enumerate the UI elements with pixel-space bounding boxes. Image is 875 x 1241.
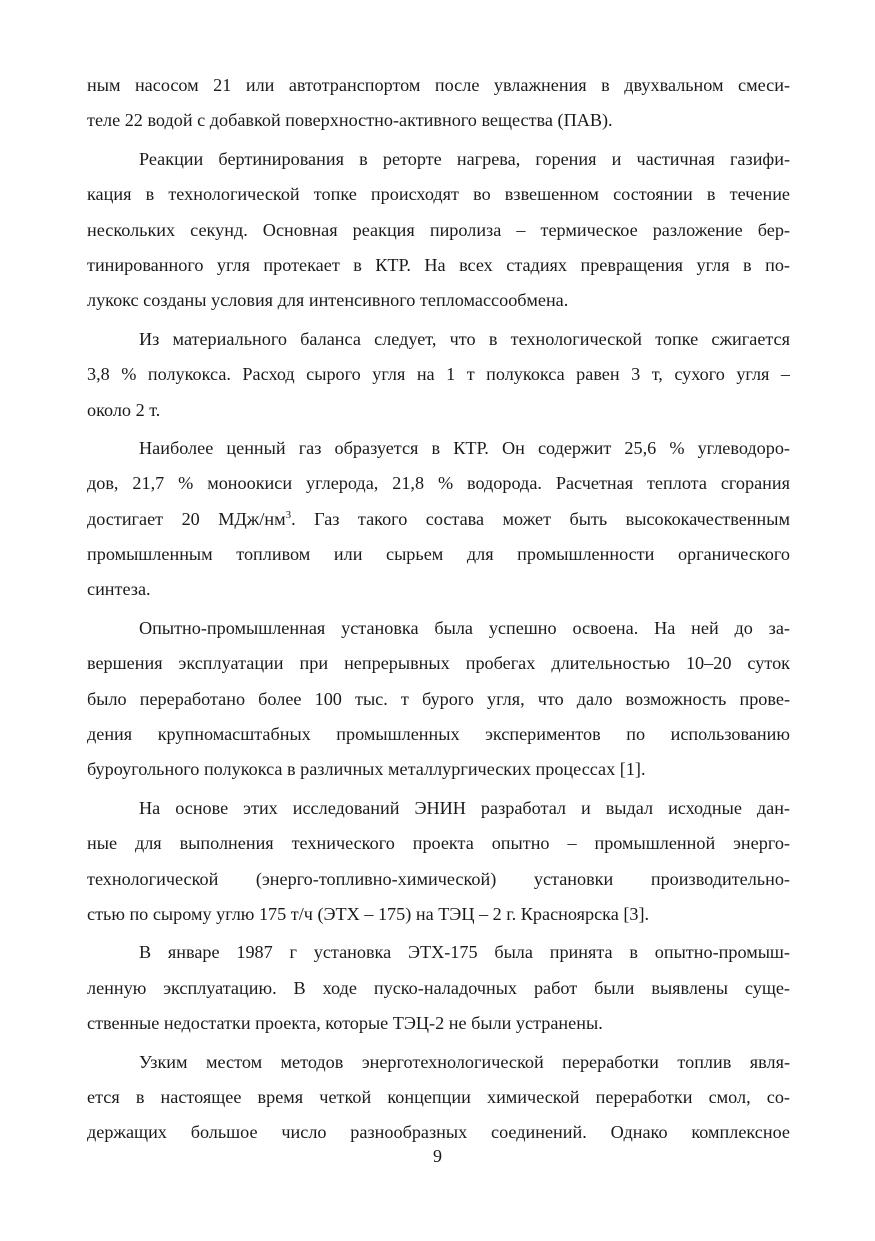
text-line: около 2 т. [87,399,161,420]
text-fragment: . Газ такого состава может быть высококачественным [291,508,790,529]
text-line: ленную эксплуатацию. В ходе пуско-наладочных работ были выявлены суще- [87,977,790,998]
text-fragment: достигает 20 МДж/нм [87,508,286,529]
text-line: держащих большое число разнообразных соединений. Однако комплексное [87,1122,790,1143]
superscript: 3 [285,508,292,521]
body-text [87,68,790,1151]
text-line: ственные недостатки проекта, которые ТЭЦ-2 не были устранены. [87,1013,603,1034]
page-number: 9 [433,1146,442,1166]
text-line: промышленным топливом или сырьем для промышленности органического [87,544,790,565]
text-line: технологической (энерго-топливно-химической) установки производительно- [87,868,790,889]
text-line: дения крупномасштабных промышленных экспериментов по использованию [87,724,790,745]
text-line-with-superscript [87,502,790,537]
text-line: стью по сырому углю 175 т/ч (ЭТХ – 175) на ТЭЦ – 2 г. Красноярска [3]. [87,903,650,924]
paragraph-first-line: Из материального баланса следует, что в технологической топке сжигается [139,328,790,349]
text-line: дов, 21,7 % моноокиси углерода, 21,8 % водорода. Расчетная теплота сгорания [87,473,790,494]
text-line: 3,8 % полукокса. Расход сырого угля на 1 т полукокса равен 3 т, сухого угля – [87,364,790,385]
text-line: теле 22 водой с добавкой поверхностно-активного вещества (ПАВ). [87,110,613,131]
text-line: кация в технологической топке происходят во взвешенном состоянии в течение [87,184,790,205]
text-line: буроугольного полукокса в различных металлургических процессах [1]. [87,759,646,780]
text-line: ные для выполнения технического проекта опытно – промышленной энерго- [87,833,790,854]
text-line: синтеза. [87,579,151,600]
paragraph-first-line: Узким местом методов энерготехнологической переработки топлив явля- [139,1051,790,1072]
text-line: ется в настоящее время четкой концепции химической переработки смол, со- [87,1086,790,1107]
text-line: тинированного угля протекает в КТР. На всех стадиях превращения угля в по- [87,254,790,275]
paragraph-first-line: Наиболее ценный газ образуется в КТР. Он содержит 25,6 % углеводоро- [139,437,790,458]
paragraph-first-line: Опытно-промышленная установка была успешно освоена. На ней до за- [139,617,790,638]
text-line: вершения эксплуатации при непрерывных пробегах длительностью 10–20 суток [87,653,790,674]
text-line: было переработано более 100 тыс. т бурого угля, что дало возможность прове- [87,688,790,709]
text-line: лукокс созданы условия для интенсивного тепломассообмена. [87,290,569,311]
paragraph-first-line: На основе этих исследований ЭНИН разработал и выдал исходные дан- [139,797,790,818]
text-line: нескольких секунд. Основная реакция пиролиза – термическое разложение бер- [87,219,790,240]
paragraph-first-line: Реакции бертинирования в реторте нагрева, горения и частичная газифи- [139,148,790,169]
text-line: ным насосом 21 или автотранспортом после увлажнения в двухвальном смеси- [87,75,790,95]
paragraph-first-line: В январе 1987 г установка ЭТХ-175 была принята в опытно-промыш- [139,942,790,963]
